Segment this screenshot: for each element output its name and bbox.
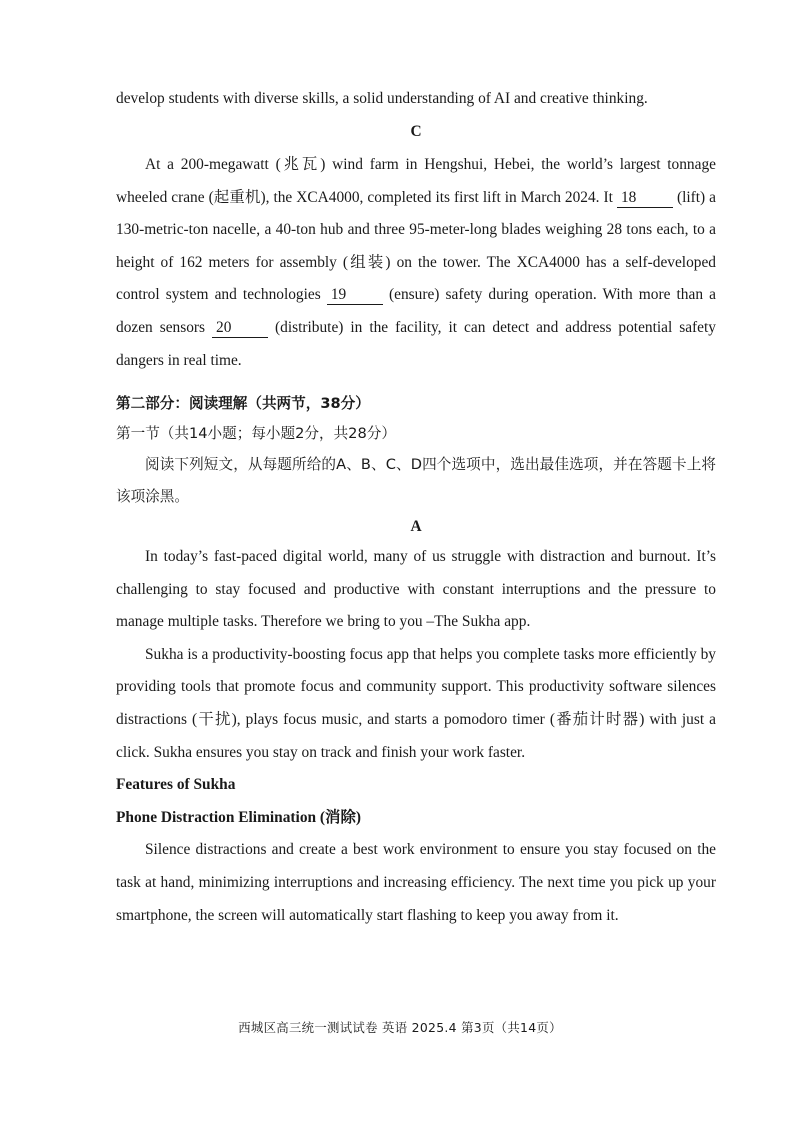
page-footer: 西城区高三统一测试试卷 英语 2025.4 第3页（共14页） bbox=[238, 1020, 562, 1035]
part-two-header bbox=[116, 389, 716, 513]
passage-text: (ensure) safety during operation. With more than a dozen sensors bbox=[116, 286, 716, 336]
blank-18[interactable]: 18 bbox=[617, 189, 673, 208]
section-c-heading-block bbox=[116, 116, 716, 149]
section-c-passage bbox=[116, 149, 716, 377]
reading-instruction: 阅读下列短文，从每题所给的A、B、C、D四个选项中，选出最佳选项，并在答题卡上将该项涂黑。 bbox=[116, 456, 716, 505]
part-two-title: 第二部分：阅读理解（共两节，38分） bbox=[116, 395, 370, 412]
passage-a-paragraph-3: Silence distractions and create a best work environment to ensure you stay focused on the task at hand, minimizing interruptions and increasing efficiency. The next time you pick up your smartphone, the screen will automatically start flashing to keep you away from it. bbox=[116, 841, 716, 924]
passage-a-body bbox=[116, 541, 716, 932]
passage-a-paragraph-1: In today’s fast-paced digital world, many of us struggle with distraction and burnout. It’s challenging to stay focused and productive with constant interruptions and the pressure to manage multiple tasks. Therefore we bring to you –The Sukha app. bbox=[116, 548, 716, 631]
section-c-paragraph bbox=[116, 149, 716, 377]
feature-one-heading: Phone Distraction Elimination (消除) bbox=[116, 808, 361, 826]
previous-passage-tail: develop students with diverse skills, a solid understanding of AI and creative thinking. bbox=[116, 90, 648, 107]
section-one-title: 第一节（共14小题；每小题2分，共28分） bbox=[116, 425, 396, 442]
blank-19[interactable]: 19 bbox=[327, 286, 383, 305]
passage-a-heading-block bbox=[116, 511, 716, 544]
passage-text: (distribute) in the facility, it can detect and address potential safety dangers in real time. bbox=[116, 318, 716, 369]
section-c-heading: C bbox=[410, 123, 422, 140]
passage-a-heading: A bbox=[410, 518, 422, 535]
continued-line bbox=[116, 83, 716, 116]
passage-text: (lift) a 130-metric-ton nacelle, a 40-ton hub and three 95-meter-long blades weighing 28 tons each, to a height of 162 meters for assembly (组装) on the tower. The XCA4000 has a self-developed control system and technologies bbox=[116, 188, 716, 304]
passage-text: At a 200-megawatt (兆瓦) wind farm in Hengshui, Hebei, the world’s largest tonnage wheeled crane (起重机), the XCA4000, completed its first lift in March 2024. It bbox=[116, 156, 716, 206]
blank-20[interactable]: 20 bbox=[212, 319, 268, 338]
features-heading: Features of Sukha bbox=[116, 776, 236, 794]
passage-a-paragraph-2: Sukha is a productivity-boosting focus app that helps you complete tasks more efficiently by providing tools that promote focus and community support. This productivity software silences distractions (干扰), plays focus music, and starts a pomodoro timer (番茄计时器) with just a click. Sukha ensures you stay on track and finish your work faster. bbox=[116, 645, 716, 761]
